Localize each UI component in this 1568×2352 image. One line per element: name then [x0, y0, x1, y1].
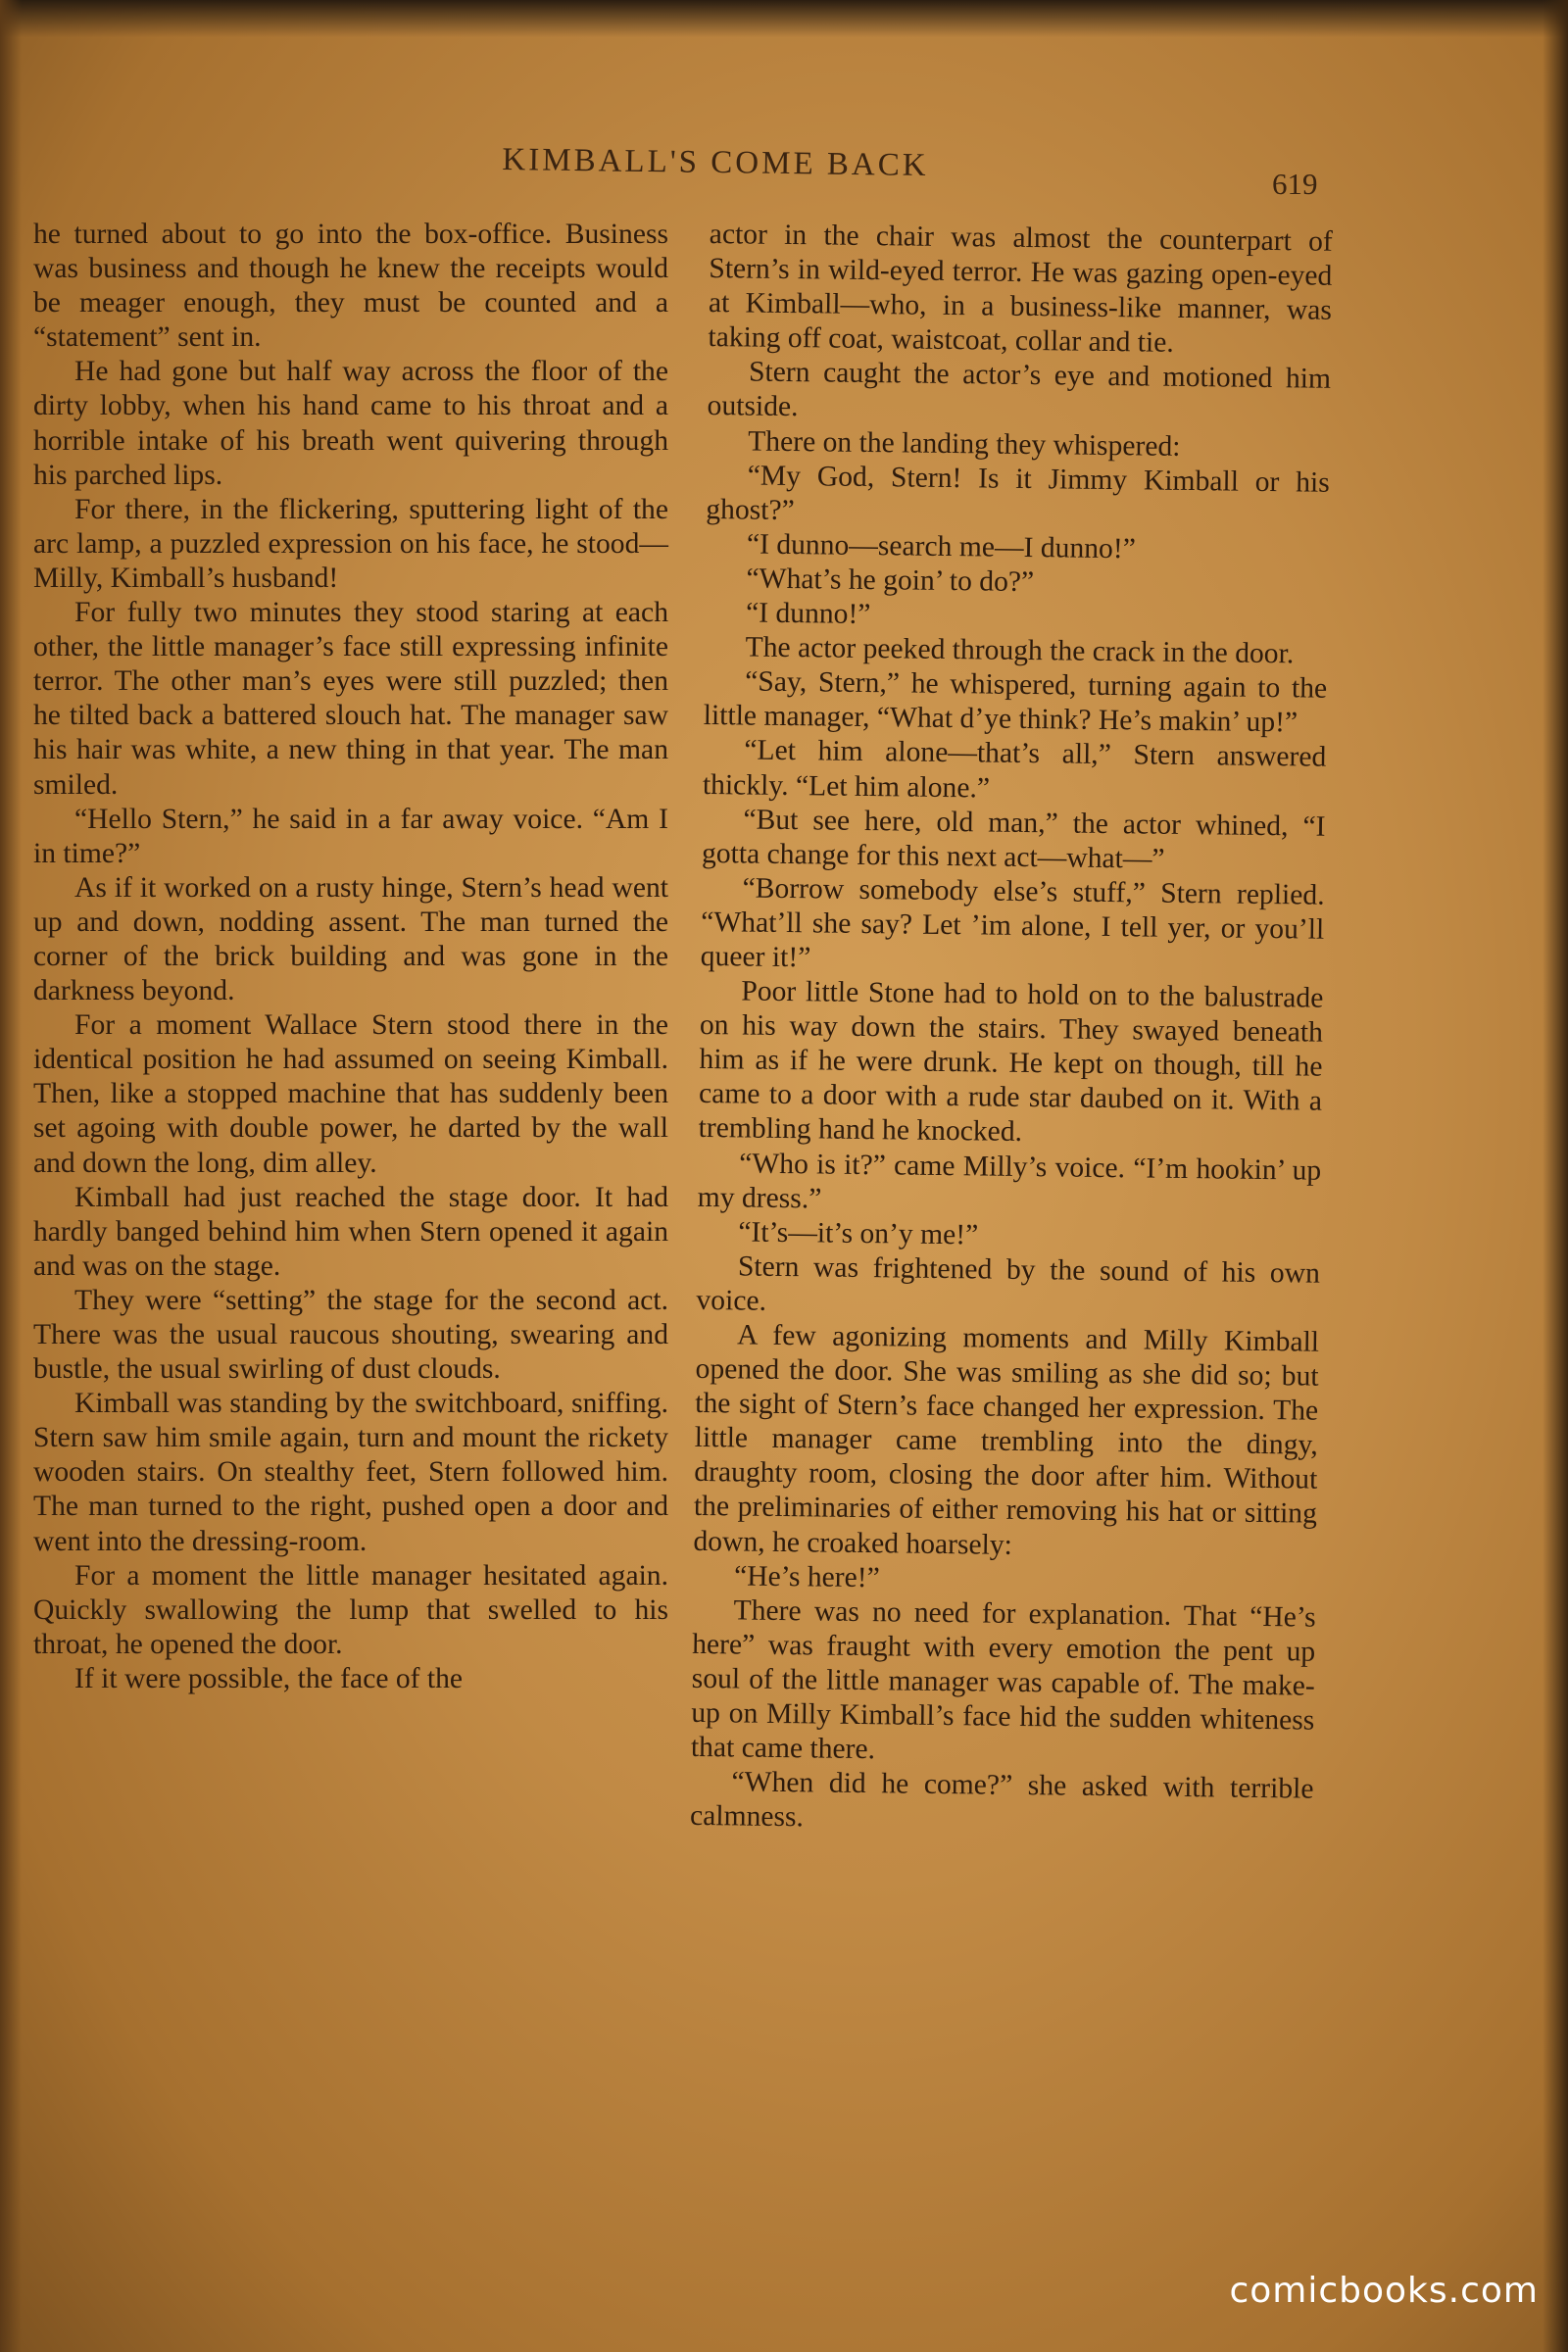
paragraph: he turned about to go into the box-office. Business was business and though he knew the receipts would be meager enough, they must be counted and a “statement” sent in. [33, 219, 668, 354]
paragraph: There on the landing they whispered: [748, 425, 1181, 463]
paragraph: Poor little Stone had to hold on to the balustrade on his way down the stairs. They swayed beneath him as if he were drunk. He kept on though, till he came to a door with a rude star daubed on it. With a trembling hand he knocked. [698, 975, 1324, 1149]
left-column [33, 218, 668, 1696]
paragraph: Kimball had just reached the stage door. It had hardly banged behind him when Stern opened it again and was on the stage. [33, 1181, 668, 1282]
page-top-shadow [0, 0, 1568, 37]
paragraph: If it were possible, the face of the [74, 1662, 464, 1694]
paragraph: “Say, Stern,” he whispered, turning again to the little manager, “What d’ye think? He’s makin’ up!” [703, 665, 1328, 739]
paragraph: “When did he come?” she asked with terrible calmness. [689, 1766, 1314, 1834]
paragraph: “It’s—it’s on’y me!” [738, 1216, 979, 1251]
page-right-edge [1543, 0, 1568, 2352]
paragraph: As if it worked on a rusty hinge, Stern’s head went up and down, nodding assent. The man turned the corner of the brick building and was gone in the darkness beyond. [33, 871, 668, 1007]
paragraph: “Borrow somebody else’s stuff,” Stern replied. “What’ll she say? Let ’im alone, I tell yer, or you’ll queer it!” [700, 872, 1325, 974]
paragraph: “Hello Stern,” he said in a far away voice. “Am I in time?” [33, 803, 668, 869]
right-column [690, 218, 1333, 1841]
paragraph: The actor peeked through the crack in the door. [745, 631, 1295, 670]
paragraph: For a moment Wallace Stern stood there in the identical position he had assumed on seeing Kimball. Then, like a stopped machine that has suddenly been set agoing with double power, he darted by the wall and down the long, dim alley. [33, 1009, 668, 1179]
paragraph: “I dunno—search me—I dunno!” [746, 528, 1137, 565]
paragraph: Stern was frightened by the sound of his own voice. [696, 1250, 1321, 1317]
paragraph: For a moment the little manager hesitated again. Quickly swallowing the lump that swelled to his throat, he opened the door. [33, 1559, 668, 1660]
paragraph: “I dunno!” [745, 597, 871, 631]
paragraph: “What’s he goin’ to do?” [746, 563, 1035, 599]
paragraph: “Let him alone—that’s all,” Stern answered thickly. “Let him alone.” [702, 734, 1327, 805]
paragraph: Stern caught the actor’s eye and motioned him outside. [707, 356, 1332, 423]
paragraph: For fully two minutes they stood staring at each other, the little manager’s face still expressing infinite terror. The other man’s eyes were still puzzled; then he tilted back a battered slouch hat. The manager saw his hair was white, a new thing in that year. The man smiled. [33, 597, 668, 801]
paragraph: “Who is it?” came Milly’s voice. “I’m hookin’ up my dress.” [697, 1147, 1322, 1215]
paragraph: A few agonizing moments and Milly Kimball opened the door. She was smiling as she did so; but the sight of Stern’s face changed her expression. The little manager came trembling into the dingy, draughty room, closing the door after him. Without the preliminaries of either removing his hat or sitting down, he croaked hoarsely: [693, 1319, 1320, 1561]
paragraph: Kimball was standing by the switchboard, sniffing. Stern saw him smile again, turn and mount the rickety wooden stairs. On stealthy feet, Stern followed him. The man turned to the right, pushed open a door and went into the dressing-room. [33, 1388, 668, 1557]
paragraph: They were “setting” the stage for the second act. There was the usual raucous shouting, swearing and bustle, the usual swirling of dust clouds. [33, 1284, 668, 1386]
running-head: KIMBALL'S COME BACK [502, 141, 929, 184]
site-watermark: comicbooks.com [1229, 2271, 1539, 2311]
paragraph: “But see here, old man,” the actor whined, “I gotta change for this next act—what—” [701, 804, 1326, 875]
paragraph: There was no need for explanation. That “He’s here” was fraught with every emotion the pent up soul of the little manager was capable of. The make-up on Milly Kimball’s face hid the sudden whiteness that came there. [690, 1594, 1316, 1766]
paragraph: “He’s here!” [733, 1560, 880, 1593]
paragraph: He had gone but half way across the floor of the dirty lobby, when his hand came to his throat and a horrible intake of his breath went quivering through his parched lips. [33, 356, 668, 491]
paragraph: actor in the chair was almost the counterpart of Stern’s in wild-eyed terror. He was gazing open-eyed at Kimball—who, in a business-like manner, was taking off coat, waistcoat, collar and tie. [708, 218, 1333, 360]
paragraph: “My God, Stern! Is it Jimmy Kimball or his ghost?” [706, 460, 1330, 526]
paragraph: For there, in the flickering, sputtering light of the arc lamp, a puzzled expression on his face, he stood—Milly, Kimball’s husband! [33, 493, 668, 594]
page-gutter-shadow [0, 0, 22, 2352]
page-number: 619 [1272, 167, 1318, 201]
